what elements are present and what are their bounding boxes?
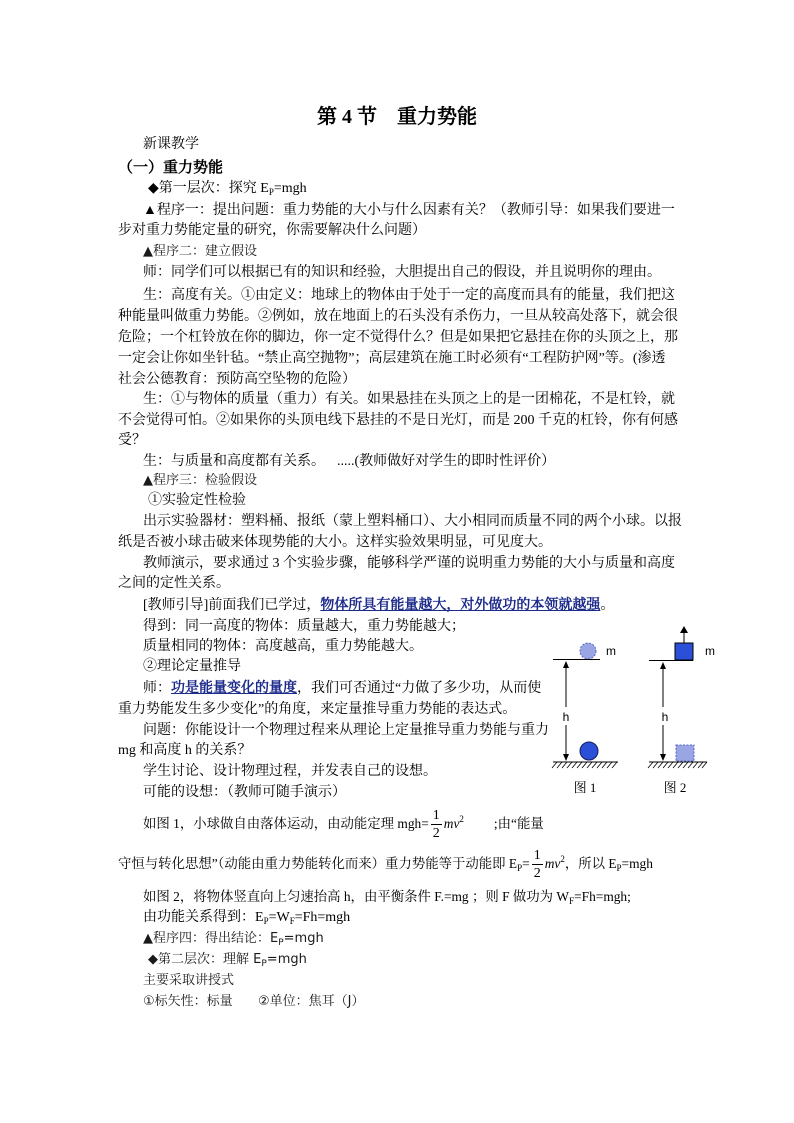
step-three-heading: ▲程序三：检验假设 <box>143 473 257 488</box>
teacher-guidance-end: 。 <box>600 598 615 613</box>
free-fall-and-lift-diagrams <box>540 620 730 800</box>
fraction-numerator: 1 <box>533 848 541 864</box>
section-heading: （一）重力势能 <box>118 160 224 176</box>
student-answer-mass-cont: 不会觉得可怕。②如果你的头顶电线下悬挂的不是日光灯，而是 200 千克的杠铃，你有何感 <box>118 413 678 428</box>
student-answer-height: 生：高度有关。①由定义：地球上的物体由于处于一定的高度而具有的能量，我们把这 <box>143 288 675 303</box>
figure-1-derivation <box>143 804 544 844</box>
potential-energy-subscript: P <box>616 863 622 873</box>
figure-2-derivation <box>143 887 631 907</box>
work-symbol: =W <box>268 910 290 925</box>
qualitative-test-heading: ①实验定性检验 <box>148 493 246 508</box>
potential-energy-subscript: P <box>268 187 274 197</box>
formula-rest: =mgh <box>621 856 653 871</box>
demo-description-cont: 之间的定性关系。 <box>118 576 230 591</box>
force-subscript: F <box>289 916 295 926</box>
work-energy-result <box>143 908 350 928</box>
figure-1 <box>552 643 618 795</box>
derivation-question-cont: mg 和高度 h 的关系？ <box>118 743 252 758</box>
fraction-denominator: 2 <box>533 866 541 882</box>
ball-on-ground <box>580 742 598 760</box>
step-one-question-cont: 步对重力势能定量的研究，你需要解决什么问题） <box>118 223 426 238</box>
step-four-conclusion <box>143 929 324 949</box>
teacher-question-cont: 重力势能发生多少变化”的角度，来定量推导重力势能的表达式。 <box>118 702 517 717</box>
quantitative-derivation-heading: ②理论定量推导 <box>143 659 241 674</box>
conservation-text-cont: ，所以 E <box>564 856 617 871</box>
force-subscript: F <box>569 896 575 906</box>
teacher-guidance <box>143 596 614 616</box>
step-two-heading: ▲程序二：建立假设 <box>143 244 257 259</box>
figure-caption: 图 1 <box>573 780 597 795</box>
conservation-text: 守恒与转化思想”（动能由重力势能转化而来）重力势能等于动能即 E <box>118 856 518 871</box>
work-energy-text: 由功能关系得到：E <box>143 910 264 925</box>
student-conclusion <box>143 452 683 472</box>
lift-arrow <box>680 626 688 643</box>
level-one-text: ◆第一层次：探究 E <box>148 181 269 196</box>
student-answer-height-cont: 一定会让你如坐针毡。“禁止高空抛物”；高层建筑在施工时必须有“工程防护网”等。(渗透 <box>118 351 666 366</box>
energy-conservation-derivation <box>118 844 653 884</box>
demo-description: 教师演示，要求通过 3 个实验步骤，能够科学严谨的说明重力势能的大小与质量和高度 <box>143 556 675 571</box>
potential-energy-subscript: P <box>261 959 267 969</box>
properties-line <box>143 992 443 1012</box>
mv-term: mv <box>544 856 561 871</box>
square-exponent: 2 <box>459 814 464 824</box>
key-statement-emphasis: 物体所具有能量越大，对外做功的本领就越强 <box>320 598 601 613</box>
mv-term: mv <box>443 816 460 831</box>
figure-2 <box>648 626 715 795</box>
block-at-height <box>675 643 693 660</box>
experiment-materials: 出示实验器材：塑料桶、报纸（蒙上塑料桶口）、大小相同而质量不同的两个小球。以报 <box>143 514 682 529</box>
student-discussion: 学生讨论、设计物理过程，并发表自己的设想。 <box>143 764 437 779</box>
step-one-question: ▲程序一：提出问题：重力势能的大小与什么因素有关？（教师引导：如果我们要进一 <box>143 203 675 218</box>
student-conclusion-text: 生：与质量和高度都有关系。 <box>143 454 325 469</box>
ball-at-height <box>580 643 596 659</box>
figure-2-derivation-text: 如图 2，将物体竖直向上匀速抬高 h，由平衡条件 F.=mg ；则 F 做功为 W <box>143 889 570 904</box>
ground-hatching <box>552 762 617 768</box>
page-title: 第 4 节 重力势能 <box>317 106 477 128</box>
figure-caption: 图 2 <box>663 780 687 795</box>
student-answer-mass-cont: 受？ <box>118 433 146 448</box>
property-scalar: ①标矢性：标量 <box>143 994 233 1009</box>
figure-1-derivation-text: 如图 1，小球做自由落体运动，由动能定理 mgh= <box>143 816 429 831</box>
block-on-ground <box>676 745 694 761</box>
one-half-fraction <box>431 807 442 842</box>
formula-rest: =mgh <box>283 931 324 946</box>
potential-energy-subscript: P <box>278 938 284 948</box>
key-concept-emphasis: 功是能量变化的量度 <box>171 681 297 696</box>
step-four-text: ▲程序四：得出结论：E <box>143 931 279 946</box>
experiment-materials-cont: 纸是否被小球击破来体现势能的大小。这样实验效果明显，可见度大。 <box>118 535 552 550</box>
teacher-label: 师： <box>143 681 171 696</box>
ground-hatching <box>648 762 707 768</box>
lesson-part-label: 新课教学 <box>143 137 199 152</box>
teacher-guidance-text: [教师引导]前面我们已学过， <box>143 598 321 613</box>
teacher-question <box>143 679 541 699</box>
derivation-question: 问题：你能设计一个物理过程来从理论上定量推导重力势能与重力 <box>143 723 549 738</box>
fraction-numerator: 1 <box>432 808 440 824</box>
formula-rest: =mgh <box>273 181 307 196</box>
formula-rest: =Fh=mgh <box>294 910 351 925</box>
student-answer-height-cont: 种能量叫做重力势能。②例如，放在地面上的石头没有杀伤力，一旦从较高处落下，就会很 <box>118 309 678 324</box>
potential-energy-subscript: P <box>517 863 523 873</box>
property-unit: ②单位：焦耳（J） <box>258 994 365 1009</box>
formula-rest: =mgh <box>266 952 307 967</box>
student-answer-height-cont: 危险；一个杠铃放在你的脚边，你一定不觉得什么？但是如果把它悬挂在你的头顶之上，那 <box>118 330 678 345</box>
level-two-heading <box>148 950 307 970</box>
result-same-height: 得到：同一高度的物体：质量越大，重力势能越大； <box>143 619 465 634</box>
height-label: h <box>562 710 570 724</box>
mass-label: m <box>705 644 715 658</box>
result-same-mass: 质量相同的物体：高度越高，重力势能越大。 <box>143 639 423 654</box>
height-label: h <box>661 710 669 724</box>
teacher-evaluation-note: .....(教师做好对学生的即时性评价） <box>337 454 556 469</box>
level-one-heading <box>148 179 307 199</box>
student-answer-height-cont: 社会公德教育：预防高空坠物的危险） <box>118 372 356 387</box>
one-half-fraction <box>532 847 543 882</box>
square-exponent: 2 <box>560 854 565 864</box>
formula-rest: =Fh=mgh; <box>574 889 631 904</box>
fraction-denominator: 2 <box>432 826 440 842</box>
teacher-prompt: 师：同学们可以根据已有的知识和经验，大胆提出自己的假设，并且说明你的理由。 <box>143 265 661 280</box>
potential-energy-subscript: P <box>263 916 269 926</box>
teaching-method: 主要采取讲授式 <box>143 973 235 988</box>
mass-label: m <box>606 644 616 658</box>
equals-sign: = <box>522 856 530 871</box>
student-answer-mass: 生：①与物体的质量（重力）有关。如果悬挂在头顶之上的是一团棉花，不是杠铃，就 <box>143 392 675 407</box>
possible-ideas: 可能的设想：（教师可随手演示） <box>143 785 346 800</box>
figure-1-derivation-end: ;由“能量 <box>493 816 544 831</box>
level-two-text: ◆第二层次：理解 E <box>148 952 262 967</box>
teacher-question-text: ，我们可否通过“力做了多少功，从而使 <box>297 681 542 696</box>
